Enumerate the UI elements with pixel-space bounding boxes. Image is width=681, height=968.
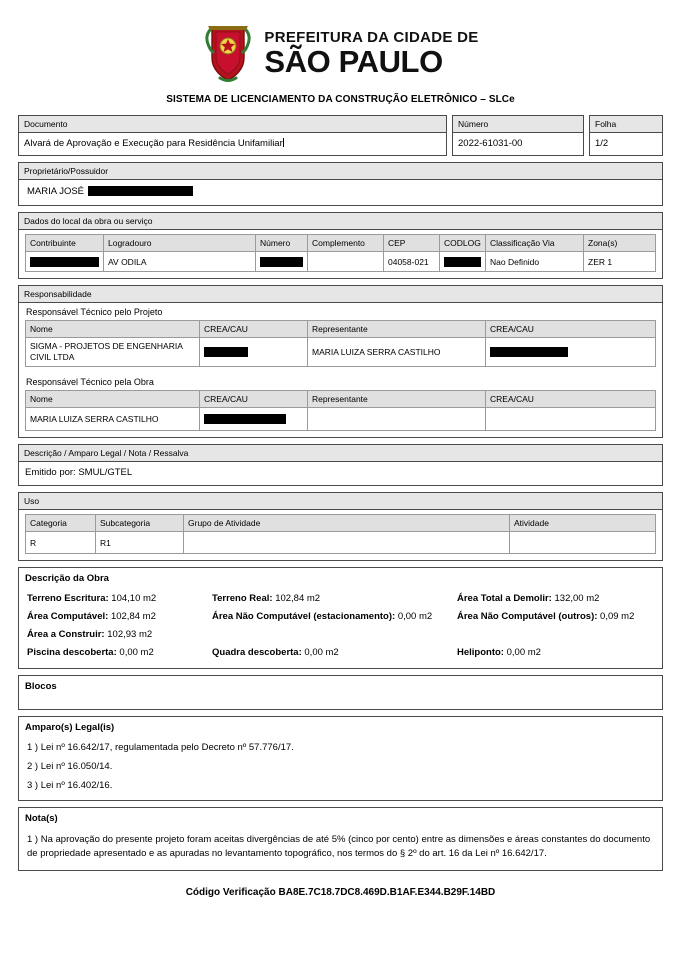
- field-terreno-real: [212, 593, 457, 604]
- blocos-box: [18, 675, 663, 710]
- folha-value: 1/2: [595, 138, 609, 149]
- cell-grupo-atividade: [184, 532, 510, 554]
- field-label: Área Não Computável (outros):: [457, 611, 598, 623]
- field-area-nao-computavel-outros: [457, 611, 654, 622]
- col-codlog: CODLOG: [440, 235, 486, 252]
- col-nome: Nome: [26, 391, 200, 408]
- col-nome: Nome: [26, 321, 200, 338]
- table-row: [26, 408, 656, 431]
- cell-crea-cau-2: [486, 338, 656, 367]
- brand-line-2: SÃO PAULO: [264, 43, 443, 79]
- brand-row: [18, 22, 663, 84]
- cell-zonas: ZER 1: [584, 252, 656, 272]
- obra-row-3: [27, 629, 654, 640]
- field-value: 0,00 m2: [506, 647, 541, 659]
- amparo-legal-list: [19, 736, 662, 800]
- cell-complemento: [308, 252, 384, 272]
- documento-value: Alvará de Aprovação e Execução para Residência Unifamiliar: [24, 138, 283, 149]
- field-label: Área a Construir:: [27, 629, 105, 641]
- cell-cep: 04058-021: [384, 252, 440, 272]
- numero-box: [452, 115, 584, 156]
- table-header-row: [26, 391, 656, 408]
- field-heliponto: [457, 647, 654, 658]
- responsabilidade-label: Responsabilidade: [19, 286, 662, 303]
- col-representante: Representante: [308, 391, 486, 408]
- list-item: 2 ) Lei nº 16.050/14.: [27, 761, 113, 773]
- field-label: Terreno Real:: [212, 593, 273, 605]
- list-item: 1 ) Lei nº 16.642/17, regulamentada pelo Decreto nº 57.776/17.: [27, 742, 294, 754]
- col-crea-cau-2: CREA/CAU: [486, 321, 656, 338]
- field-area-computavel: [27, 611, 212, 622]
- cell-crea-cau-1: [200, 338, 308, 367]
- col-categoria: Categoria: [26, 515, 96, 532]
- blocos-body: [19, 695, 662, 709]
- cell-nome: SIGMA - PROJETOS DE ENGENHARIA CIVIL LTDA: [26, 338, 200, 367]
- cell-atividade: [510, 532, 656, 554]
- col-grupo-atividade: Grupo de Atividade: [184, 515, 510, 532]
- text-caret: [283, 138, 284, 147]
- cell-representante: MARIA LUIZA SERRA CASTILHO: [308, 338, 486, 367]
- redaction-bar: [204, 347, 248, 357]
- field-label: Piscina descoberta:: [27, 647, 117, 659]
- col-numero: Número: [256, 235, 308, 252]
- descricao-amparo-box: [18, 444, 663, 486]
- documento-value-wrapper: [19, 133, 446, 155]
- proprietario-value-row: [19, 180, 662, 205]
- responsavel-obra-table-wrap: [19, 390, 662, 437]
- uso-label: Uso: [19, 493, 662, 510]
- field-area-nao-computavel-estacionamento: [212, 611, 457, 622]
- blocos-title: Blocos: [25, 681, 57, 693]
- amparo-legal-title: Amparo(s) Legal(is): [25, 722, 115, 734]
- redaction-bar: [204, 414, 286, 424]
- uso-table: [25, 514, 656, 554]
- documento-label: Documento: [19, 116, 446, 133]
- field-area-construir: [27, 629, 212, 640]
- codigo-verificacao: Código Verificação BA8E.7C18.7DC8.469D.B1AF.E344.B29F.14BD: [185, 886, 496, 898]
- redaction-bar: [444, 257, 481, 267]
- field-label: Terreno Escritura:: [27, 593, 109, 605]
- dados-local-label: Dados do local da obra ou serviço: [19, 213, 662, 230]
- system-title: SISTEMA DE LICENCIAMENTO DA CONSTRUÇÃO ELETRÔNICO – SLCe: [166, 94, 515, 105]
- col-subcategoria: Subcategoria: [96, 515, 184, 532]
- col-zonas: Zona(s): [584, 235, 656, 252]
- col-atividade: Atividade: [510, 515, 656, 532]
- obra-row-1: [27, 593, 654, 604]
- redaction-bar: [30, 257, 99, 267]
- emitido-por-label: Emitido por:: [25, 467, 76, 479]
- cell-logradouro: AV ODILA: [104, 252, 256, 272]
- folha-box: [589, 115, 663, 156]
- proprietario-value: MARIA JOSÉ: [27, 186, 85, 197]
- field-value: 0,00 m2: [304, 647, 339, 659]
- cell-crea-cau-1: [200, 408, 308, 431]
- uso-box: [18, 492, 663, 561]
- field-label: Área Computável:: [27, 611, 109, 623]
- dados-local-table-wrap: [19, 230, 662, 278]
- field-value: 132,00 m2: [554, 593, 600, 605]
- notas-title: Nota(s): [25, 813, 58, 825]
- redaction-bar: [490, 347, 568, 357]
- responsabilidade-box: [18, 285, 663, 438]
- responsavel-obra-title: Responsável Técnico pela Obra: [26, 377, 154, 388]
- field-piscina-descoberta: [27, 647, 212, 658]
- col-crea-cau-1: CREA/CAU: [200, 321, 308, 338]
- table-row: [26, 338, 656, 367]
- cell-representante: [308, 408, 486, 431]
- cell-classificacao-via: Nao Definido: [486, 252, 584, 272]
- emitido-por-value: SMUL/GTEL: [78, 467, 133, 479]
- col-contribuinte: Contribuinte: [26, 235, 104, 252]
- table-row: [26, 532, 656, 554]
- cell-categoria: R: [26, 532, 96, 554]
- field-value: 104,10 m2: [111, 593, 157, 605]
- dados-local-table: [25, 234, 656, 272]
- cell-numero: [256, 252, 308, 272]
- table-header-row: [26, 235, 656, 252]
- field-value: 102,84 m2: [275, 593, 321, 605]
- col-crea-cau-1: CREA/CAU: [200, 391, 308, 408]
- col-complemento: Complemento: [308, 235, 384, 252]
- descricao-obra-box: [18, 567, 663, 669]
- field-label: Quadra descoberta:: [212, 647, 302, 659]
- responsavel-obra-table: [25, 390, 656, 431]
- col-representante: Representante: [308, 321, 486, 338]
- cell-crea-cau-2: [486, 408, 656, 431]
- field-quadra-descoberta: [212, 647, 457, 658]
- amparo-legal-box: [18, 716, 663, 801]
- brand-line-1: PREFEITURA DA CIDADE DE: [264, 28, 479, 46]
- field-value: 102,84 m2: [110, 611, 156, 623]
- numero-value: 2022-61031-00: [458, 138, 523, 149]
- list-item: 1 ) Na aprovação do presente projeto foram aceitas divergências de até 5% (cinco por cento) entre as dimensões e áreas constantes do documento de propriedade apresentado e as apuradas no levantamento topográfico, nos termos do § 2º do art. 16 da Lei nº 16.642/17.: [27, 834, 651, 859]
- field-value: 102,93 m2: [107, 629, 153, 641]
- obra-row-4: [27, 647, 654, 658]
- notas-box: [18, 807, 663, 871]
- descricao-amparo-label: Descrição / Amparo Legal / Nota / Ressalva: [19, 445, 662, 462]
- obra-row-2: [27, 611, 654, 622]
- cell-nome: MARIA LUIZA SERRA CASTILHO: [26, 408, 200, 431]
- dados-local-box: [18, 212, 663, 279]
- brand-text: [264, 30, 478, 77]
- documento-box: [18, 115, 447, 156]
- numero-label: Número: [453, 116, 583, 133]
- notas-list: [19, 827, 662, 870]
- uso-table-wrap: [19, 510, 662, 560]
- cell-subcategoria: R1: [96, 532, 184, 554]
- field-area-total-demolir: [457, 593, 654, 604]
- field-value: 0,00 m2: [397, 611, 433, 623]
- sao-paulo-coat-of-arms-icon: [202, 22, 254, 84]
- field-label: Área Não Computável (estacionamento):: [212, 611, 396, 623]
- document-identification-row: [18, 115, 663, 156]
- responsavel-projeto-table: [25, 320, 656, 367]
- table-header-row: [26, 321, 656, 338]
- field-label: Área Total a Demolir:: [457, 593, 552, 605]
- descricao-obra-fields: [19, 587, 662, 668]
- list-item: 3 ) Lei nº 16.402/16.: [27, 780, 113, 792]
- responsavel-projeto-title: Responsável Técnico pelo Projeto: [26, 307, 163, 317]
- descricao-obra-title: Descrição da Obra: [25, 573, 109, 585]
- col-crea-cau-2: CREA/CAU: [486, 391, 656, 408]
- field-label: Heliponto:: [457, 647, 504, 659]
- proprietario-label: Proprietário/Possuidor: [19, 163, 662, 180]
- table-row: [26, 252, 656, 272]
- field-value: 0,00 m2: [119, 647, 154, 659]
- responsavel-projeto-table-wrap: [19, 320, 662, 373]
- col-cep: CEP: [384, 235, 440, 252]
- cell-contribuinte: [26, 252, 104, 272]
- document-header: [18, 0, 663, 105]
- redaction-bar: [260, 257, 303, 267]
- emitido-por-row: [19, 462, 662, 485]
- field-terreno-escritura: [27, 593, 212, 604]
- col-logradouro: Logradouro: [104, 235, 256, 252]
- col-classificacao-via: Classificação Via: [486, 235, 584, 252]
- folha-label: Folha: [590, 116, 662, 133]
- cell-codlog: [440, 252, 486, 272]
- proprietario-box: [18, 162, 663, 206]
- field-value: 0,09 m2: [600, 611, 635, 623]
- table-header-row: [26, 515, 656, 532]
- redaction-bar: [88, 186, 193, 196]
